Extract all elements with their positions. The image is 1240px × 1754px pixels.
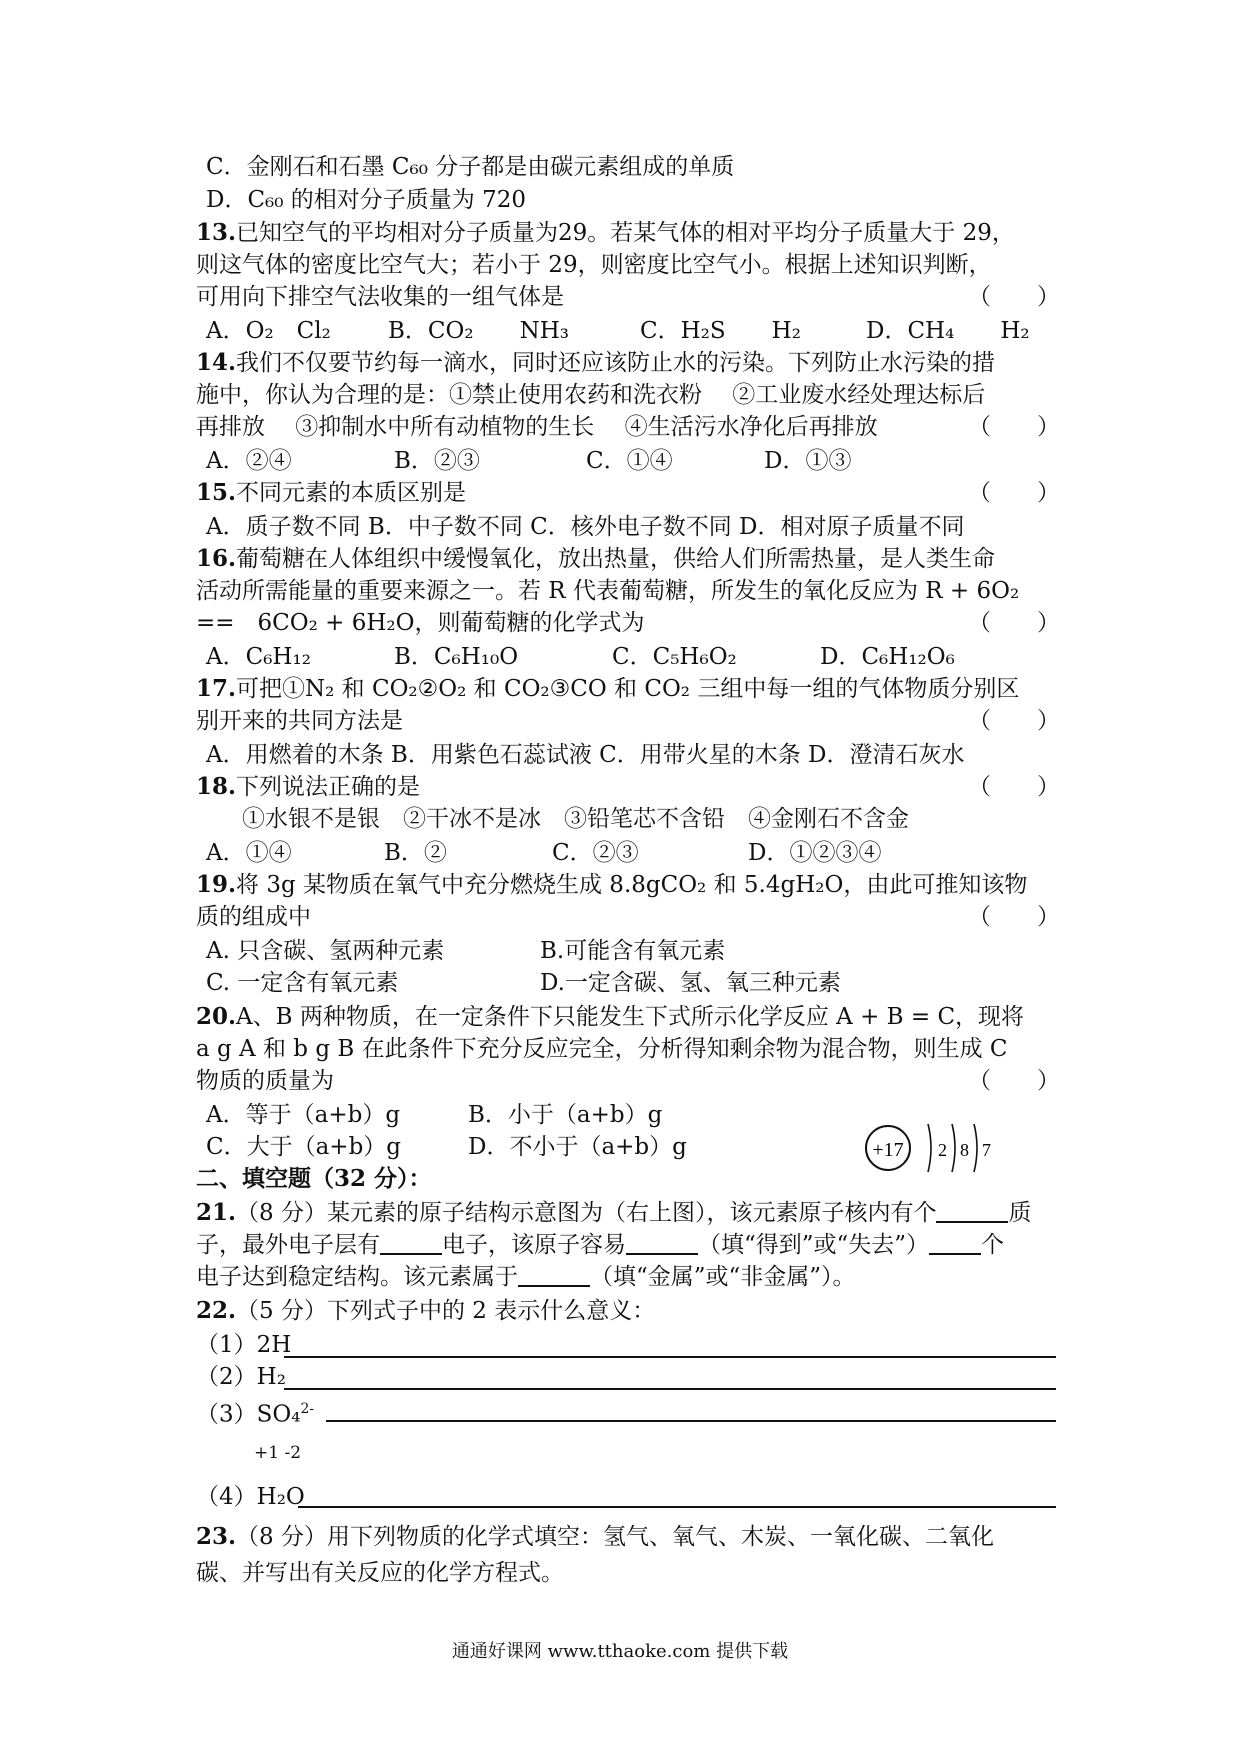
- q12-option-d: D．C₆₀ 的相对分子质量为 720: [206, 187, 527, 213]
- q13-stem-line3: 可用向下排空气法收集的一组气体是: [196, 284, 564, 310]
- q22-answer-line-2[interactable]: [284, 1388, 1056, 1390]
- atom-structure-diagram: [862, 1118, 1062, 1188]
- q21-line3: 电子达到稳定结构。该元素属于 （填“金属”或“非金属”）。: [196, 1264, 856, 1290]
- q13-option-a: A．O₂ Cl₂: [206, 318, 331, 344]
- q23-stem-line2: 碳、并写出有关反应的化学方程式。: [196, 1560, 564, 1586]
- q16-option-a: A．C₆H₁₂: [206, 644, 311, 670]
- q14-stem-line1: 14.我们不仅要节约每一滴水，同时还应该防止水的污染。下列防止水污染的措: [196, 349, 996, 376]
- q14-stem-line3: 再排放 ③抑制水中所有动植物的生长 ④生活污水净化后再排放: [196, 414, 878, 440]
- q13-option-d: D．CH₄ H₂: [866, 318, 1030, 344]
- q22-answer-line-1[interactable]: [284, 1356, 1056, 1358]
- q14-option-d: D．①③: [764, 448, 852, 474]
- q18-stem: 18.下列说法正确的是: [196, 773, 421, 800]
- q18-option-d: D．①②③④: [748, 840, 882, 866]
- section-fill-in-title: 二、填空题（32 分）：: [196, 1165, 432, 1192]
- q14-answer-paren: （ ）: [968, 414, 1060, 440]
- q14-stem-line2: 施中，你认为合理的是：①禁止使用农药和洗衣粉 ②工业废水经处理达标后: [196, 382, 986, 408]
- q13-answer-paren: （ ）: [968, 284, 1060, 310]
- q20-stem-line3: 物质的质量为: [196, 1068, 334, 1094]
- q16-option-b: B．C₆H₁₀O: [394, 644, 519, 670]
- q15-stem: 15.不同元素的本质区别是: [196, 479, 467, 506]
- q20-stem-line2: a g A 和 b g B 在此条件下充分反应完全，分析得知剩余物为混合物，则生成 C: [196, 1036, 1008, 1062]
- q22-item-1: （1）2H: [196, 1332, 292, 1358]
- q19-option-a: A. 只含碳、氢两种元素: [206, 938, 445, 964]
- q17-answer-paren: （ ）: [968, 708, 1060, 734]
- q16-option-c: C．C₅H₆O₂: [612, 644, 737, 670]
- q23-stem-line1: 23.（8 分）用下列物质的化学式填空：氢气、氧气、木炭、一氧化碳、二氧化: [196, 1523, 994, 1550]
- q16-stem-line2: 活动所需能量的重要来源之一。若 R 代表葡萄糖，所发生的氧化反应为 R + 6O₂: [196, 578, 1020, 604]
- q22-stem: 22.（5 分）下列式子中的 2 表示什么意义：: [196, 1297, 656, 1324]
- q13-stem-line2: 则这气体的密度比空气大；若小于 29，则密度比空气小。根据上述知识判断，: [196, 252, 992, 278]
- q17-options: A．用燃着的木条 B．用紫色石蕊试液 C．用带火星的木条 D．澄清石灰水: [206, 742, 965, 768]
- q20-option-d: D．不小于（a+b）g: [468, 1134, 687, 1160]
- q18-answer-paren: （ ）: [968, 774, 1060, 800]
- q22-answer-line-4[interactable]: [298, 1506, 1056, 1508]
- q21-blank-count[interactable]: [929, 1231, 981, 1255]
- q13-option-b: B．CO₂ NH₃: [388, 318, 569, 344]
- q22-item-4: （4）H₂O: [196, 1484, 305, 1510]
- q21-blank-metal-type[interactable]: [518, 1263, 590, 1287]
- q21-blank-outer-electrons[interactable]: [380, 1231, 442, 1255]
- q21-blank-protons[interactable]: [936, 1199, 1008, 1223]
- q19-answer-paren: （ ）: [968, 904, 1060, 930]
- q13-option-c: C．H₂S H₂: [640, 318, 801, 344]
- atom-shell-arc-1: [928, 1124, 931, 1172]
- q18-option-a: A．①④: [206, 840, 292, 866]
- q22-valence-marks: +1 -2: [254, 1443, 302, 1463]
- atom-shell-arc-2: [952, 1124, 955, 1172]
- q20-stem-line1: 20.A、B 两种物质，在一定条件下只能发生下式所示化学反应 A + B = C，现将: [196, 1003, 1025, 1030]
- q17-stem-line1: 17.可把①N₂ 和 CO₂②O₂ 和 CO₂③CO 和 CO₂ 三组中每一组的气体物质分别区: [196, 675, 1020, 702]
- q16-stem-line3: == 6CO₂ + 6H₂O，则葡萄糖的化学式为: [196, 610, 645, 636]
- q15-options: A．质子数不同 B．中子数不同 C．核外电子数不同 D．相对原子质量不同: [206, 514, 965, 540]
- page-footer: 通通好课网 www.tthaoke.com 提供下载: [451, 1641, 789, 1662]
- q19-option-c: C. 一定含有氧元素: [206, 970, 399, 996]
- q13-stem-line1: 13.已知空气的平均相对分子质量为29。若某气体的相对平均分子质量大于 29，: [196, 219, 1015, 246]
- q16-answer-paren: （ ）: [968, 610, 1060, 636]
- q19-stem-line1: 19.将 3g 某物质在氧气中充分燃烧生成 8.8gCO₂ 和 5.4gH₂O，由此可推知该物: [196, 871, 1028, 898]
- q19-stem-line2: 质的组成中: [196, 904, 311, 930]
- atom-nucleus-charge: +17: [872, 1139, 904, 1161]
- q18-option-b: B．②: [384, 840, 447, 866]
- q18-option-c: C．②③: [552, 840, 639, 866]
- q17-stem-line2: 别开来的共同方法是: [196, 708, 403, 734]
- atom-shell-electrons-2: 8: [960, 1140, 969, 1160]
- q22-item-3: （3）SO₄$^{2-}$: [196, 1401, 315, 1428]
- q20-answer-paren: （ ）: [968, 1068, 1060, 1094]
- q14-option-b: B．②③: [394, 448, 480, 474]
- q22-answer-line-3[interactable]: [326, 1420, 1056, 1422]
- atom-shell-electrons-1: 2: [938, 1140, 947, 1160]
- q20-option-a: A．等于（a+b）g: [206, 1102, 401, 1128]
- q21-line1: 21.（8 分）某元素的原子结构示意图为（右上图），该元素原子核内有个 质: [196, 1199, 1032, 1226]
- q19-option-d: D.一定含碳、氢、氧三种元素: [540, 970, 841, 996]
- q15-answer-paren: （ ）: [968, 480, 1060, 506]
- atom-shell-arc-3: [974, 1124, 977, 1172]
- q14-option-a: A．②④: [206, 448, 292, 474]
- q18-statements: ①水银不是银 ②干冰不是冰 ③铅笔芯不含铅 ④金刚石不含金: [242, 806, 909, 832]
- q22-item-2: （2）H₂: [196, 1364, 286, 1390]
- q19-option-b: B.可能含有氧元素: [540, 938, 726, 964]
- q12-option-c: C．金刚石和石墨 C₆₀ 分子都是由碳元素组成的单质: [206, 154, 735, 180]
- q16-stem-line1: 16.葡萄糖在人体组织中缓慢氧化，放出热量，供给人们所需热量，是人类生命: [196, 545, 996, 572]
- atom-shell-electrons-3: 7: [982, 1140, 991, 1160]
- q20-option-b: B．小于（a+b）g: [468, 1102, 663, 1128]
- q16-option-d: D．C₆H₁₂O₆: [820, 644, 955, 670]
- q20-option-c: C．大于（a+b）g: [206, 1134, 402, 1160]
- q14-option-c: C．①④: [586, 448, 673, 474]
- q21-line2: 子，最外电子层有 电子，该原子容易 （填“得到”或“失去”） 个: [196, 1232, 1005, 1258]
- q21-blank-gain-lose[interactable]: [626, 1231, 698, 1255]
